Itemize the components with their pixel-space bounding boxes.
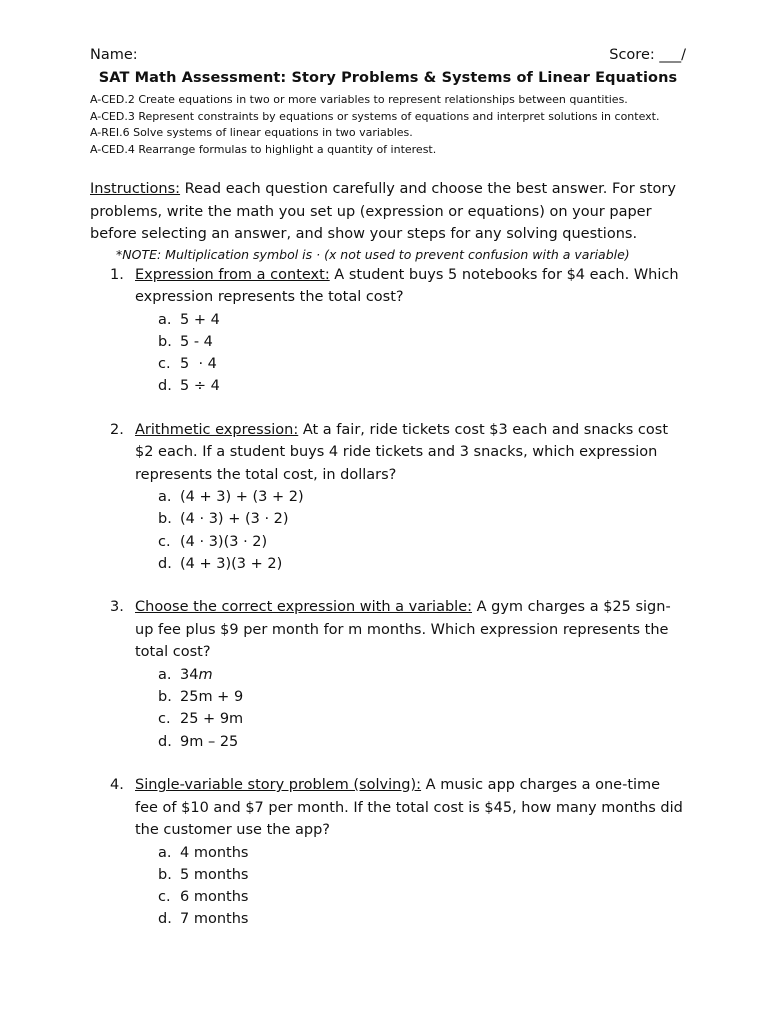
option-letter: d.	[158, 378, 172, 395]
option-text: 5 months	[180, 866, 249, 883]
question-2	[90, 419, 686, 576]
option-letter: a.	[158, 666, 172, 683]
option-text: 7 months	[180, 911, 249, 928]
option-text: 6 months	[180, 889, 249, 906]
standard-item: A-CED.3 Represent constraints by equations or systems of equations and interpret solutions in context.	[90, 109, 660, 123]
option-text: 34	[180, 666, 199, 683]
answer-options	[135, 664, 686, 753]
question-number: 2.	[110, 421, 124, 438]
option-letter: d.	[158, 556, 172, 573]
option-letter: b.	[158, 333, 172, 350]
standard-item: A-CED.4 Rearrange formulas to highlight a quantity of interest.	[90, 142, 437, 156]
option-text: (4 · 3)(3 · 2)	[180, 533, 268, 550]
question-spacer	[90, 398, 686, 419]
instructions-text: Read each question carefully and choose the best answer. For story problems, write the math you set up (expression or equations) on your paper before selecting an answer, and show your steps for any solving questions.	[90, 181, 676, 242]
question-label: Arithmetic expression:	[135, 421, 299, 438]
question-list	[90, 264, 686, 931]
option-variable: m	[198, 666, 213, 683]
question-4	[90, 774, 686, 931]
answer-options	[135, 486, 686, 575]
option-text: 5 - 4	[180, 333, 213, 350]
option-letter: b.	[158, 689, 172, 706]
option-text: 4 months	[180, 844, 249, 861]
header-row	[90, 44, 686, 66]
question-spacer	[90, 753, 686, 774]
option-text: 5 ÷ 4	[180, 378, 220, 395]
question-3	[90, 596, 686, 753]
question-label: Choose the correct expression with a variable:	[135, 599, 472, 616]
answer-option-b[interactable]	[135, 508, 686, 530]
option-letter: b.	[158, 511, 172, 528]
name-label: Name:	[90, 47, 138, 63]
answer-option-c[interactable]	[135, 886, 686, 908]
option-letter: a.	[158, 489, 172, 506]
option-letter: a.	[158, 844, 172, 861]
answer-option-d[interactable]	[135, 553, 686, 575]
option-text: 5 + 4	[180, 311, 220, 328]
answer-options	[135, 309, 686, 398]
option-text: (4 · 3) + (3 · 2)	[180, 511, 289, 528]
question-text: A student buys 5 notebooks for $4 each. Which expression represents the total cost?	[135, 266, 679, 305]
answer-option-d[interactable]	[135, 375, 686, 397]
answer-option-a[interactable]	[135, 486, 686, 508]
option-text: 25m + 9	[180, 689, 244, 706]
option-text: 5 · 4	[180, 356, 217, 373]
question-1	[90, 264, 686, 398]
option-text: 9m – 25	[180, 733, 239, 750]
standards-list	[90, 92, 686, 158]
option-letter: c.	[158, 356, 171, 373]
answer-option-c[interactable]	[135, 353, 686, 375]
standard-item: A-REI.6 Solve systems of linear equations in two variables.	[90, 126, 413, 139]
option-letter: d.	[158, 911, 172, 928]
answer-option-a[interactable]	[135, 842, 686, 864]
question-number: 3.	[110, 599, 124, 616]
option-letter: b.	[158, 866, 172, 883]
answer-option-a[interactable]	[135, 664, 686, 686]
option-letter: d.	[158, 733, 172, 750]
answer-option-d[interactable]	[135, 908, 686, 930]
option-text: (4 + 3)(3 + 2)	[180, 556, 283, 573]
answer-option-b[interactable]	[135, 331, 686, 353]
question-number: 4.	[110, 777, 124, 794]
answer-options	[135, 842, 686, 931]
option-letter: c.	[158, 889, 171, 906]
instructions-label: Instructions:	[90, 181, 181, 197]
score-label: Score: ___/	[609, 47, 686, 63]
option-letter: c.	[158, 711, 171, 728]
question-text: A music app charges a one-time fee of $10 and $7 per month. If the total cost is $45, how many months did the customer use the app?	[135, 777, 683, 839]
multiplication-note: *NOTE: Multiplication symbol is · (x not used to prevent confusion with a variable)	[116, 246, 630, 262]
instructions	[90, 178, 686, 246]
question-label: Expression from a context:	[135, 266, 330, 283]
question-text: A gym charges a $25 sign-up fee plus $9 per month for m months. Which expression represents the total cost?	[135, 599, 671, 661]
answer-option-b[interactable]	[135, 864, 686, 886]
answer-option-c[interactable]	[135, 708, 686, 730]
question-spacer	[90, 575, 686, 596]
question-label: Single-variable story problem (solving):	[135, 777, 422, 794]
answer-option-a[interactable]	[135, 309, 686, 331]
question-number: 1.	[110, 266, 124, 283]
option-letter: c.	[158, 533, 171, 550]
worksheet-page	[90, 44, 686, 931]
option-text: (4 + 3) + (3 + 2)	[180, 489, 304, 506]
answer-option-c[interactable]	[135, 531, 686, 553]
standard-item: A-CED.2 Create equations in two or more variables to represent relationships between quantities.	[90, 93, 628, 106]
answer-option-b[interactable]	[135, 686, 686, 708]
option-letter: a.	[158, 311, 172, 328]
option-text: 25 + 9m	[180, 711, 244, 728]
question-text: At a fair, ride tickets cost $3 each and snacks cost $2 each. If a student buys 4 ride tickets and 3 snacks, which expression represents the total cost, in dollars?	[135, 421, 669, 483]
page-title: SAT Math Assessment: Story Problems & Systems of Linear Equations	[98, 70, 678, 86]
answer-option-d[interactable]	[135, 731, 686, 753]
